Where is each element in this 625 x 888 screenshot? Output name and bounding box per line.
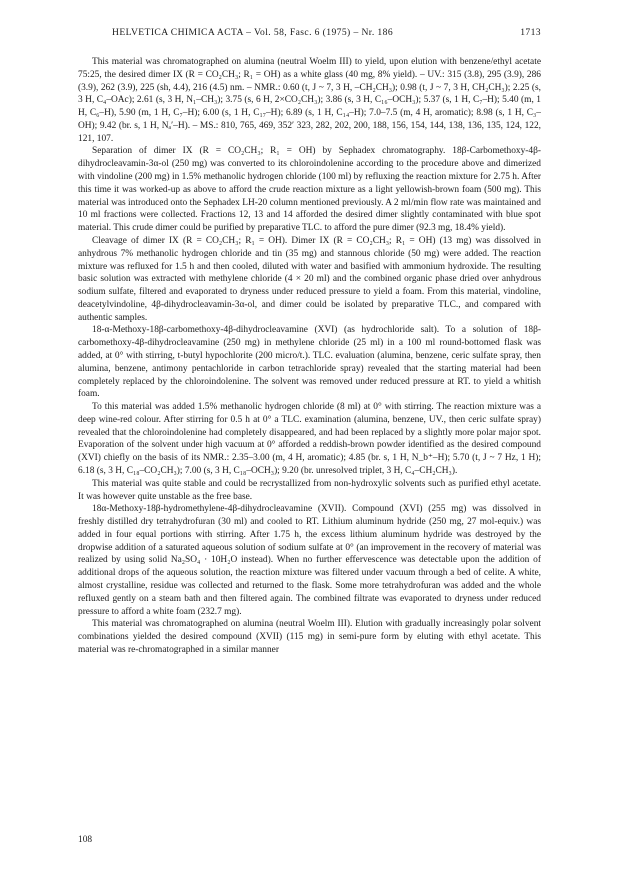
body-text — [78, 56, 541, 657]
paragraph-chromatography: This material was chromatographed on alumina (neutral Woelm III). Elution with gradually increasingly polar solvent combinations yielded the desired compound (XVII) (115 mg) in semi-pure form by eluting with ethyl acetate. This material was re-chromatographed in a similar manner — [78, 619, 541, 655]
paragraph-stability: This material was quite stable and could be recrystallized from non-hydroxylic solvents such as purified ethyl acetate. It was however quite unstable as the free base. — [78, 478, 541, 502]
paragraph-uv-nmr: This material was chromatographed on alumina (neutral Woelm III) to yield, upon elution with benzene/ethyl acetate 75:25, the desired dimer IX (R = CO₂CH₃; R₁ = OH) as a white glass (40 mg, 8% yield). – UV.: 315 (3.8), 295 (3.9), 286 (3.9), 262 (3.9), 225 (sh, 4.4), 216 (4.5) nm. – NMR.: 0.60 (t, J ~ 7, 3 H, –CH₂CH₃); 0.98 (t, J ~ 7, 3 H, CH₂CH₃); 2.25 (s, 3 H, C₄–OAc); 2.61 (s, 3 H, N₁–CH₃); 3.75 (s, 6 H, 2×CO₂CH₃); 3.86 (s, 3 H, C₁₆–OCH₃); 5.37 (s, 1 H, C₇–H); 5.40 (m, 1 H, C₆–H), 5.90 (m, 1 H, C₇–H); 6.00 (s, 1 H, C₁₇–H); 6.89 (s, 1 H, C₁₄–H); 7.0–7.5 (m, 4 H, aromatic); 8.98 (s, 1 H, C₃–OH); 9.42 (br. s, 1 H, Nₐ′–H). – MS.: 810, 765, 469, 352′ 323, 282, 202, 200, 188, 156, 154, 144, 138, 136, 135, 124, 122, 121, 107. — [78, 57, 541, 144]
paragraph-cleavage-dimer: Cleavage of dimer IX (R = CO₂CH₃; R₁ = OH). Dimer IX (R = CO₂CH₃; R₁ = OH) (13 mg) was dissolved in anhydrous 7% methanolic hydrogen chloride and tin (35 mg) and stannous chloride (50 mg) were added. The reaction mixture was refluxed for 1.5 h and then cooled, diluted with water and basified with ammonium hydroxide. The resulting basic solution was extracted with methylene chloride (4 × 20 ml) and the combined organic phase dried over anhydrous sodium sulfate, filtered and evaporated to dryness under reduced pressure to yield a foam. From this material, vindoline, deacetylvindoline, 4β-dihydrocleavamin-3α-ol, and dimer could be isolated by preparative TLC., and compared with authentic samples. — [78, 235, 541, 323]
page-number: 1713 — [520, 27, 541, 38]
running-header — [78, 26, 541, 40]
sheet-number: 108 — [78, 835, 93, 845]
paragraph-compound-xvi: 18-α-Methoxy-18β-carbomethoxy-4β-dihydrocleavamine (XVI) (as hydrochloride salt). To a solution of 18β-carbomethoxy-4β-dihydrocleavamine (250 mg) in methylene chloride (25 ml) in a 100 ml round-bottomed flask was added, at 0° with stirring, t-butyl hypochlorite (200 micro/t.). TLC. evaluation (alumina, benzene, ceric sulfate spray, then alumina, benzene, antimony pentachloride in carbon tetrachloride spray) revealed that the starting material had been completely replaced by the chloroindolenine. The solvent was removed under reduced pressure at RT. to yield a whitish foam. — [78, 325, 541, 400]
running-title: HELVETICA CHIMICA ACTA – Vol. 58, Fasc. 6 (1975) – Nr. 186 — [112, 27, 394, 38]
paragraph-compound-xvii: 18α-Methoxy-18β-hydromethylene-4β-dihydrocleavamine (XVII). Compound (XVI) (255 mg) was dissolved in freshly distilled dry tetrahydrofuran (30 ml) and cooled to RT. Lithium aluminum hydride (250 mg, 27 mol-equiv.) was added in four equal portions with stirring. After 1.75 h, the excess lithium aluminum hydride was destroyed by the dropwise addition of a saturated aqueous solution of sodium sulfate at 0° (an improvement in the recovery of material was realized by using solid Na₂SO₄ · 10H₂O instead). When no further effervescence was detectable upon the addition of additional drops of the aqueous solution, the reaction mixture was filtered under vacuum through a bed of celite. A white, almost crystalline, residue was collected and returned to the flask. Some more tetrahydrofuran was added and the whole refluxed gently on a steam bath and then filtered again. The combined filtrate was evaporated to dryness under reduced pressure to afford a white foam (232.7 mg). — [78, 504, 541, 617]
paragraph-hcl-treatment: To this material was added 1.5% methanolic hydrogen chloride (8 ml) at 0° with stirring. The reaction mixture was a deep wine-red colour. After stirring for 0.5 h at 0° a TLC. examination (alumina, benzene, UV., then ceric sulfate spray) revealed that the chloroindolenine had completely disappeared, and had been replaced by a slightly more polar major spot. Evaporation of the solvent under high vacuum at 0° afforded a reddish-brown powder identified as the desired compound (XVI) chiefly on the basis of its NMR.: 2.35–3.00 (m, 4 H, aromatic); 4.85 (br. s, 1 H, N_b⁺–H); 5.70 (t, J ~ 7 Hz, 1 H); 6.18 (s, 3 H, C₁₈–CO₂CH₃); 7.00 (s, 3 H, C₁₈–OCH₃); 9.20 (br. unresolved triplet, 3 H, C₄–CH₂CH₃). — [78, 402, 541, 476]
paragraph-separation-dimer: Separation of dimer IX (R = CO₂CH₃; R₁ = OH) by Sephadex chromatography. 18β-Carbomethoxy-4β-dihydrocleavamin-3α-ol (250 mg) was converted to its chloroindolenine according to the procedure above and dimerized with vindoline (200 mg) in 1.5% methanolic hydrogen chloride (100 ml) by refluxing the reaction mixture for 2.75 h. After this time it was worked-up as above to afford the crude reaction mixture as a light yellowish-brown foam (500 mg). This material was introduced onto the Sephadex LH-20 column mentioned previously. A 2 ml/min flow rate was maintained and 10 ml fractions were collected. Fractions 12, 13 and 14 afforded the desired dimer slightly contaminated with blue spot material. This crude dimer could be purified by preparative TLC. to afford the pure dimer (92.3 mg, 18.4% yield). — [78, 146, 541, 234]
